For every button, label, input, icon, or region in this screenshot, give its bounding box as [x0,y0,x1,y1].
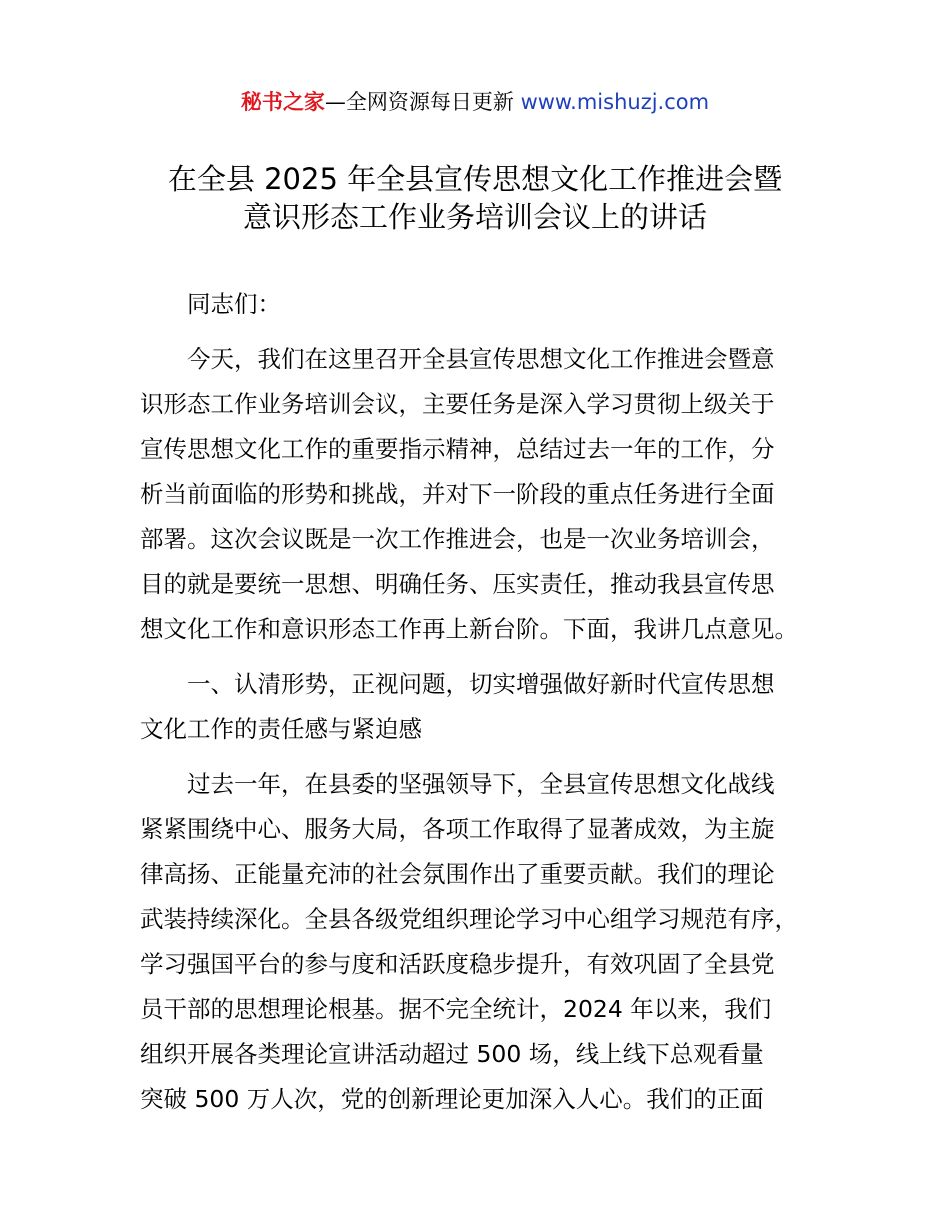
paragraph-line: 目的就是要统一思想、明确任务、压实责任，推动我县宣传思 [140,570,775,598]
paragraph-line: 律高扬、正能量充沛的社会氛围作出了重要贡献。我们的理论 [140,860,775,888]
paragraph-line: 紧紧围绕中心、服务大局，各项工作取得了显著成效，为主旋 [140,815,775,843]
paragraph-line: 想文化工作和意识形态工作再上新台阶。下面，我讲几点意见。 [140,615,798,643]
heading-line: 文化工作的责任感与紧迫感 [140,715,422,743]
paragraph-line: 员干部的思想理论根基。据不完全统计，2024 年以来，我们 [140,995,772,1023]
paragraph-line: 武装持续深化。全县各级党组织理论学习中心组学习规范有序， [140,905,798,933]
header-tagline: —全网资源每日更新 [324,90,521,114]
title-line-2: 意识形态工作业务培训会议上的讲话 [242,200,707,234]
paragraph-2 [140,762,830,1122]
paragraph-line: 组织开展各类理论宣讲活动超过 500 场，线上线下总观看量 [140,1040,764,1068]
document-body [140,282,830,1122]
paragraph-line: 今天，我们在这里召开全县宣传思想文化工作推进会暨意 [187,345,775,373]
paragraph-line: 部署。这次会议既是一次工作推进会，也是一次业务培训会， [140,525,775,553]
heading-line: 一、认清形势，正视问题，切实增强做好新时代宣传思想 [187,670,775,698]
paragraph-1 [140,337,830,652]
title-line-1: 在全县 2025 年全县宣传思想文化工作推进会暨 [167,162,783,196]
paragraph-line: 学习强国平台的参与度和活跃度稳步提升，有效巩固了全县党 [140,950,775,978]
paragraph-line: 过去一年，在县委的坚强领导下，全县宣传思想文化战线 [187,770,775,798]
paragraph-line: 识形态工作业务培训会议，主要任务是深入学习贯彻上级关于 [140,390,775,418]
document-title [100,160,850,236]
paragraph-line: 析当前面临的形势和挑战，并对下一阶段的重点任务进行全面 [140,480,775,508]
site-url-link[interactable]: www.mishuzj.com [520,90,710,114]
paragraph-line: 宣传思想文化工作的重要指示精神，总结过去一年的工作，分 [140,435,775,463]
paragraph-line: 突破 500 万人次，党的创新理论更加深入人心。我们的正面 [140,1085,764,1113]
salutation: 同志们： [187,290,281,318]
brand-name: 秘书之家 [240,90,325,114]
section-heading-1 [140,662,830,752]
header-banner [0,88,950,116]
